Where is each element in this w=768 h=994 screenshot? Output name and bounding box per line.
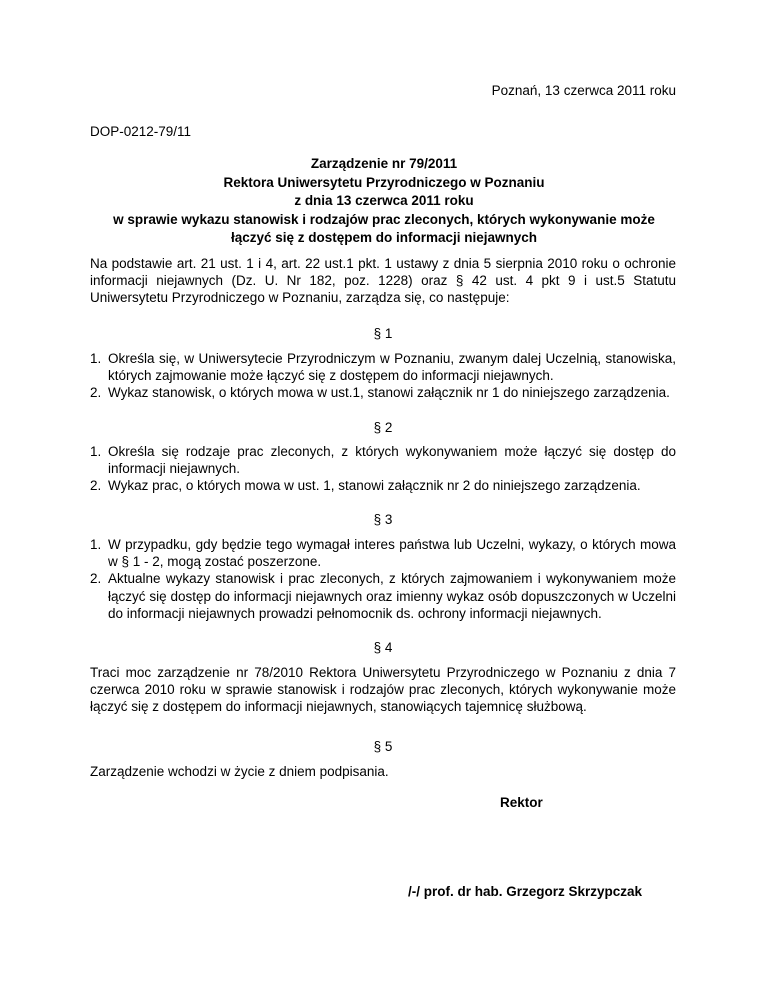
title-line-4: w sprawie wykazu stanowisk i rodzajów prac zleconych, których wykonywanie może [113, 211, 655, 227]
section-4-paragraph: Traci moc zarządzenie nr 78/2010 Rektora Uniwersytetu Przyrodniczego w Poznaniu z dnia 7 czerwca 2010 roku w sprawie stanowisk i rodzajów prac zleconych, których wykonywanie może łączyć się z dostępem do informacji niejawnych, stanowiących tajemnicę służbową. [90, 665, 676, 715]
section-1-sign: § 1 [373, 326, 393, 341]
list-item [90, 443, 676, 477]
title-line-2: Rektora Uniwersytetu Przyrodniczego w Poznaniu [223, 174, 545, 190]
item-number: 2. [90, 385, 102, 401]
item-text: Wykaz stanowisk, o których mowa w ust.1, stanowi załącznik nr 1 do niniejszego zarządzenia. [108, 385, 670, 401]
section-3-body [90, 536, 676, 622]
item-text: Aktualne wykazy stanowisk i prac zleconych, z których zajmowaniem i wykonywaniem może łączyć się dostęp do informacji niejawnych oraz imienny wykaz osób dopuszczonych w Uczelni do informacji niejawnych prowadzi pełnomocnik ds. ochrony informacji niejawnych. [108, 571, 676, 621]
item-number: 1. [90, 537, 102, 552]
section-1-body [90, 350, 676, 402]
item-text: W przypadku, gdy będzie tego wymagał interes państwa lub Uczelni, wykazy, o których mowa w § 1 - 2, mogą zostać poszerzone. [108, 537, 676, 570]
document-date: Poznań, 13 czerwca 2011 roku [491, 83, 676, 98]
section-5-paragraph: Zarządzenie wchodzi w życie z dniem podpisania. [90, 764, 389, 779]
title-line-3: z dnia 13 czerwca 2011 roku [294, 193, 474, 208]
list-item [90, 384, 676, 401]
section-2-sign: § 2 [373, 420, 393, 435]
item-number: 2. [90, 478, 102, 494]
list-item [90, 477, 676, 494]
item-text: Określa się rodzaje prac zleconych, z których wykonywaniem może łączyć się dostęp do informacji niejawnych. [108, 444, 676, 477]
item-number: 1. [90, 444, 102, 459]
item-text: Określa się, w Uniwersytecie Przyrodniczym w Poznaniu, zwanym dalej Uczelnią, stanowiska, których zajmowanie może łączyć się z dostępem do informacji niejawnych. [108, 351, 676, 384]
signatory-name: /-/ prof. dr hab. Grzegorz Skrzypczak [408, 884, 643, 899]
section-4-sign: § 4 [373, 640, 393, 655]
list-item [90, 350, 676, 384]
item-text: Wykaz prac, o których mowa w ust. 1, stanowi załącznik nr 2 do niniejszego zarządzenia. [108, 478, 641, 494]
intro-paragraph: Na podstawie art. 21 ust. 1 i 4, art. 22 ust.1 pkt. 1 ustawy z dnia 5 sierpnia 2010 roku o ochronie informacji niejawnych (Dz. U. Nr 182, poz. 1228) oraz § 42 ust. 4 pkt 9 i ust.5 Statutu Uniwersytetu Przyrodniczego w Poznaniu, zarządza się, co następuje: [90, 256, 676, 306]
item-number: 2. [90, 571, 102, 587]
list-item [90, 570, 676, 622]
title-line-5: łączyć się z dostępem do informacji niejawnych [230, 230, 538, 245]
section-2-body [90, 443, 676, 495]
item-number: 1. [90, 351, 102, 366]
document-title [60, 155, 708, 248]
section-5-sign: § 5 [373, 739, 393, 754]
document-reference-number: DOP-0212-79/11 [90, 124, 192, 139]
title-line-1: Zarządzenie nr 79/2011 [310, 156, 458, 171]
section-3-sign: § 3 [373, 512, 393, 527]
signatory-role: Rektor [500, 795, 543, 810]
list-item [90, 536, 676, 570]
